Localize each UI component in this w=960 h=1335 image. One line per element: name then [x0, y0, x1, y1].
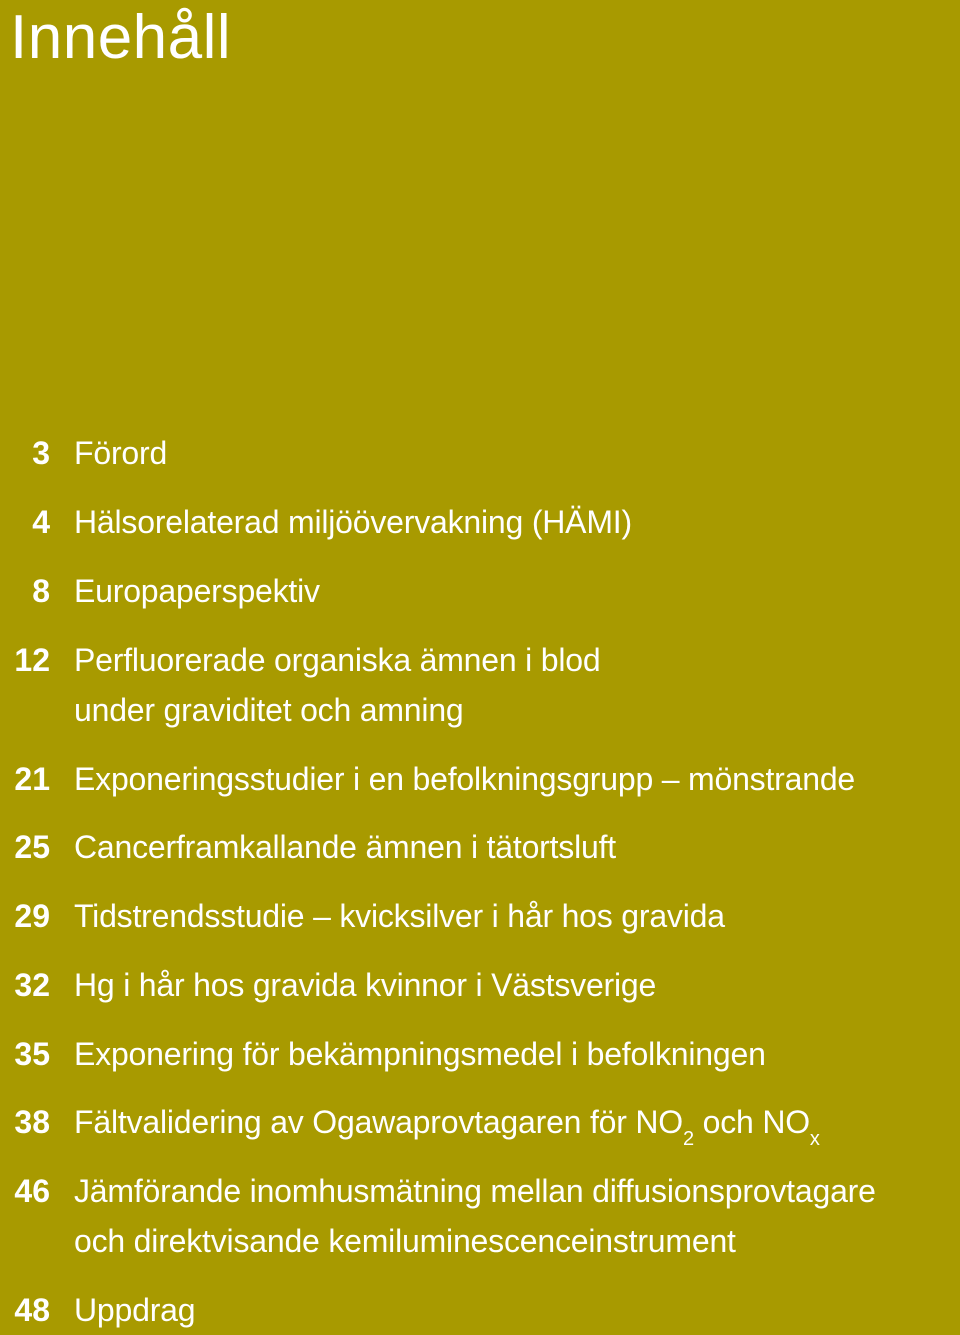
toc-page-number: 3 [32, 435, 50, 471]
toc-entry-title: Förord [74, 435, 168, 471]
toc-page-number: 46 [14, 1173, 50, 1209]
page-title: Innehåll [10, 3, 232, 72]
toc-entry-title: Perfluorerade organiska ämnen i blod [74, 642, 601, 678]
toc-page-number: 48 [14, 1292, 50, 1328]
toc-page-number: 38 [14, 1104, 50, 1140]
toc-entry-title-line-2: och direktvisande kemiluminescenceinstrument [74, 1223, 736, 1259]
toc-page-number: 8 [32, 573, 50, 609]
toc-page-number: 4 [32, 504, 50, 540]
toc-entry-title: Jämförande inomhusmätning mellan diffusionsprovtagare [74, 1173, 876, 1209]
toc-entry-title-part: och NO [693, 1104, 810, 1140]
toc-page-number: 21 [14, 761, 50, 797]
toc-page-number: 35 [14, 1036, 50, 1072]
toc-entry-title: Hg i hår hos gravida kvinnor i Västsverige [74, 967, 657, 1003]
toc-entry-title: Cancerframkallande ämnen i tätortsluft [74, 829, 616, 865]
toc-page-number: 32 [14, 967, 50, 1003]
toc-page-number: 29 [14, 898, 50, 934]
toc-entry-title-part: Fältvalidering av Ogawaprovtagaren för NO [74, 1104, 683, 1140]
toc-entry-title: Europaperspektiv [74, 573, 320, 609]
toc-entry-title: Exponering för bekämpningsmedel i befolkningen [74, 1036, 766, 1072]
toc-entry-title: Uppdrag [74, 1292, 196, 1328]
subscript-2: 2 [683, 1128, 694, 1150]
toc-entry-title [74, 1097, 960, 1150]
toc-page-number: 25 [14, 829, 50, 865]
toc-page-number: 12 [14, 642, 50, 678]
toc-entry-title: Tidstrendsstudie – kvicksilver i hår hos gravida [74, 898, 725, 934]
toc-entry-title: Hälsorelaterad miljöövervakning (HÄMI) [74, 504, 632, 540]
toc-entry-title-line-2: under graviditet och amning [74, 692, 464, 728]
subscript-x: x [809, 1128, 820, 1150]
toc-entry-title: Exponeringsstudier i en befolkningsgrupp – mönstrande [74, 761, 856, 797]
